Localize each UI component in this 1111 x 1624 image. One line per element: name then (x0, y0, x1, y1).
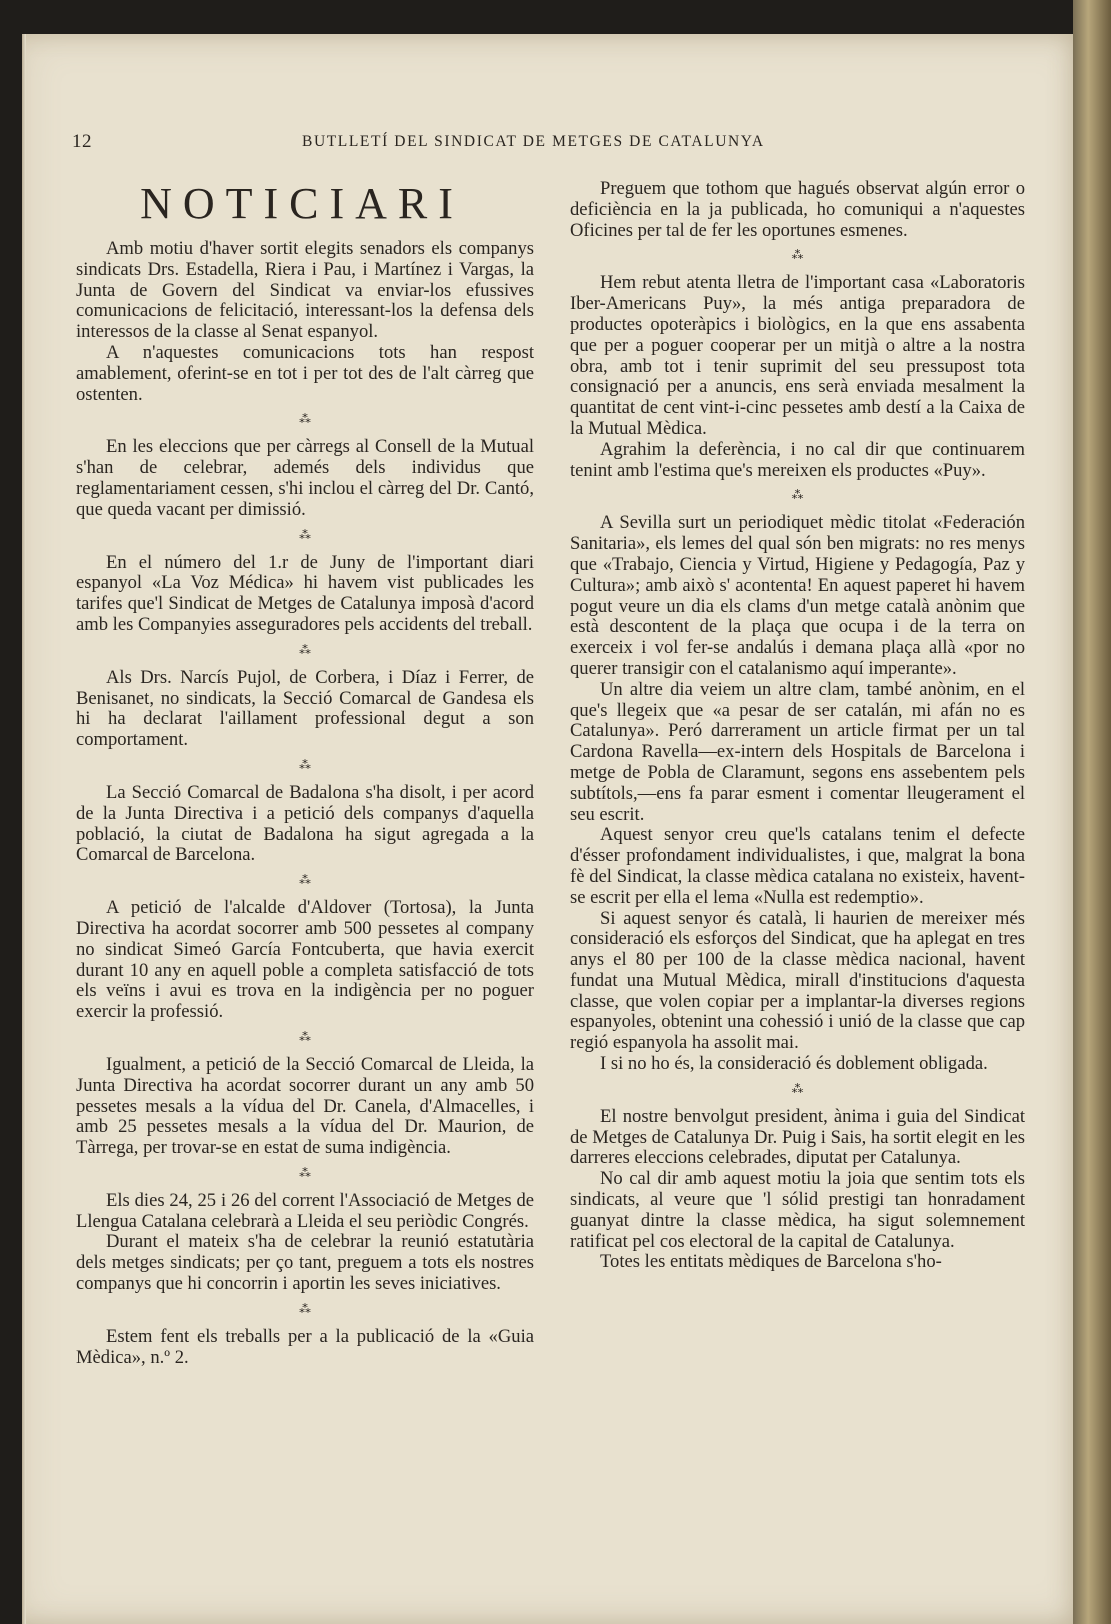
paragraph: Preguem que tothom que hagués observat algún error o deficiència en la ja publicada, ho comuniqui a n'aquestes Oficines per tal de fer les oportunes esmenes. (570, 178, 1025, 241)
page-header (72, 131, 1052, 155)
book-binding (1073, 0, 1111, 1624)
paragraph: Hem rebut atenta lletra de l'important casa «Laboratoris Iber-Americans Puy», la més antiga preparadora de productes opoteràpics i biològics, en la que ens assabenta que per a poguer cooperar per un mitjà o altre a la nostra obra, amb tot i tenir suprimit del seu pressupost tota consignació per a anuncis, ens serà enviada mesalment la quantitat de cent vint-i-cinc pessetes amb destí a la Caixa de la Mutual Mèdica. (570, 272, 1025, 439)
paragraph: No cal dir amb aquest motiu la joia que sentim tots els sindicats, al veure que 'l sólid prestigi tan honradament guanyat dintre la classe mèdica, ha sigut solemnement ratificat pel cos electoral de la capital de Catalunya. (570, 1168, 1025, 1252)
asterism-separator: ⁂ (299, 412, 311, 427)
asterism-separator: ⁂ (791, 488, 804, 503)
asterism-separator: ⁂ (791, 1081, 804, 1096)
asterism-separator: ⁂ (299, 1029, 311, 1044)
running-head: BUTLLETÍ DEL SINDICAT DE METGES DE CATALUNYA (302, 133, 765, 150)
asterism-separator: ⁂ (299, 1165, 311, 1180)
paragraph: Amb motiu d'haver sortit elegits senadors els companys sindicats Drs. Estadella, Riera i Pau, i Martínez i Vargas, la Junta de Govern del Sindicat va enviar-los efussives comunicacions de felicitació, interessant-los la defensa dels interessos de la classe al Senat espanyol. (76, 238, 534, 343)
paragraph: Totes les entitats mèdiques de Barcelona s'ho- (600, 1251, 942, 1273)
page-gutter (22, 34, 26, 1624)
paragraph: I si no ho és, la consideració és doblement obligada. (600, 1053, 988, 1075)
right-column (570, 179, 1025, 1273)
page-number: 12 (72, 131, 92, 152)
asterism-separator: ⁂ (299, 873, 311, 888)
asterism-separator: ⁂ (791, 248, 804, 263)
paragraph: A Sevilla surt un periodiquet mèdic titolat «Federación Sanitaria», els lemes del qual són ben migrats: no res menys que «Trabajo, Ciencia y Virtud, Higiene y Pedagogía, Paz y Cultura»; amb això s' acontenta! En aquest paperet hi havem pogut veure un dia els clams d'un metge català anònim que està descontent de la plaça que ocupa i de la terra on exerceix i vol fer-se andalús i demana plaça allà «por no querer transigir con el catalanismo aquí imperante». (570, 512, 1025, 679)
paragraph: Agrahim la deferència, i no cal dir que continuarem tenint amb l'estima que's mereixen els productes «Puy». (570, 438, 1025, 481)
paragraph: Durant el mateix s'ha de celebrar la reunió estatutària dels metges sindicats; per ço tant, preguem a tots els nostres companys que hi concorrin i aportin les seves iniciatives. (76, 1231, 534, 1295)
paragraph: La Secció Comarcal de Badalona s'ha disolt, i per acord de la Junta Directiva i a petició dels companys d'aquella població, la ciutat de Badalona ha sigut agregada a la Comarcal de Barcelona. (76, 781, 534, 866)
paragraph: Un altre dia veiem un altre clam, també anònim, en el que's llegeix que «a pesar de ser catalán, mi afán no es Catalunya». Peró darrerament un article firmat per un tal Cardona Ravella—ex-intern dels Hospitals de Barcelona i metge de Pobla de Claramunt, segons ens assebentem pels subtítols,—ens fa parar esment i comentar lleugerament el seu escrit. (570, 678, 1025, 825)
asterism-separator: ⁂ (299, 757, 311, 772)
paragraph: Els dies 24, 25 i 26 del corrent l'Associació de Metges de Llengua Catalana celebrarà a Lleida el seu periòdic Congrés. (76, 1189, 534, 1232)
paragraph: Igualment, a petició de la Secció Comarcal de Lleida, la Junta Directiva ha acordat socorrer durant un any amb 50 pessetes mesals a la vídua del Dr. Canela, d'Almacelles, i amb 25 pessetes mesals a la vídua del Dr. Maurion, de Tàrrega, per trovar-se en estat de suma indigència. (76, 1053, 534, 1159)
paragraph: En el número del 1.r de Juny de l'important diari espanyol «La Voz Médica» hi havem vist publicades les tarifes que'l Sindicat de Metges de Catalunya imposà d'acord amb les Companyies asseguradores pels accidents del treball. (76, 551, 534, 635)
paragraph: A petició de l'alcalde d'Aldover (Tortosa), la Junta Directiva ha acordat socorrer amb 500 pessetes al company no sindicat Simeó García Fontcuberta, que havia exercit durant 10 any en aquell poble a completa satisfacció de tots els veïns i avui es trova en la indigència per no poguer exercir la professió. (76, 897, 534, 1023)
left-column (76, 239, 534, 1368)
section-title: NOTICIARI (140, 179, 464, 228)
asterism-separator: ⁂ (299, 527, 311, 542)
paragraph: Als Drs. Narcís Pujol, de Corbera, i Díaz i Ferrer, de Benisanet, no sindicats, la Secció Comarcal de Gandesa els hi ha declarat l'aillament professional degut a son comportament. (76, 666, 534, 751)
asterism-separator: ⁂ (299, 1301, 311, 1316)
paragraph: Si aquest senyor és català, li haurien de mereixer més consideració els esforços del Sindicat, que ha aplegat en tres anys el 80 per 100 de la classe mèdica nacional, havent fundat una Mutual Mèdica, mirall d'institucions d'aquesta classe, que volen copiar per a implantar-la diverses regions espanyoles, obtenint una cohessió i unió de la classe que cap regió espanyola ha assolit mai. (570, 907, 1025, 1054)
paragraph: En les eleccions que per càrregs al Consell de la Mutual s'han de celebrar, ademés dels individus que reglamentariament cessen, s'hi inclou el càrreg del Dr. Cantó, que queda vacant per dimissió. (76, 436, 534, 520)
paragraph: A n'aquestes comunicacions tots han respost amablement, oferint-se en tot i per tot des de l'alt càrreg que ostenten. (76, 341, 534, 405)
paragraph: Aquest senyor creu que'ls catalans tenim el defecte d'ésser profondament individualistes, i que, malgrat la bona fè del Sindicat, la classe mèdica catalana no existeix, havent-se escrit per ella el lema «Nulla est redemptio». (570, 824, 1025, 908)
asterism-separator: ⁂ (299, 642, 311, 657)
paragraph: El nostre benvolgut president, ànima i guia del Sindicat de Metges de Catalunya Dr. Puig i Sais, ha sortit elegit en les darreres eleccions celebrades, diputat per Catalunya. (570, 1105, 1025, 1169)
paragraph: Estem fent els treballs per a la publicació de la «Guia Mèdica», n.º 2. (76, 1325, 534, 1368)
